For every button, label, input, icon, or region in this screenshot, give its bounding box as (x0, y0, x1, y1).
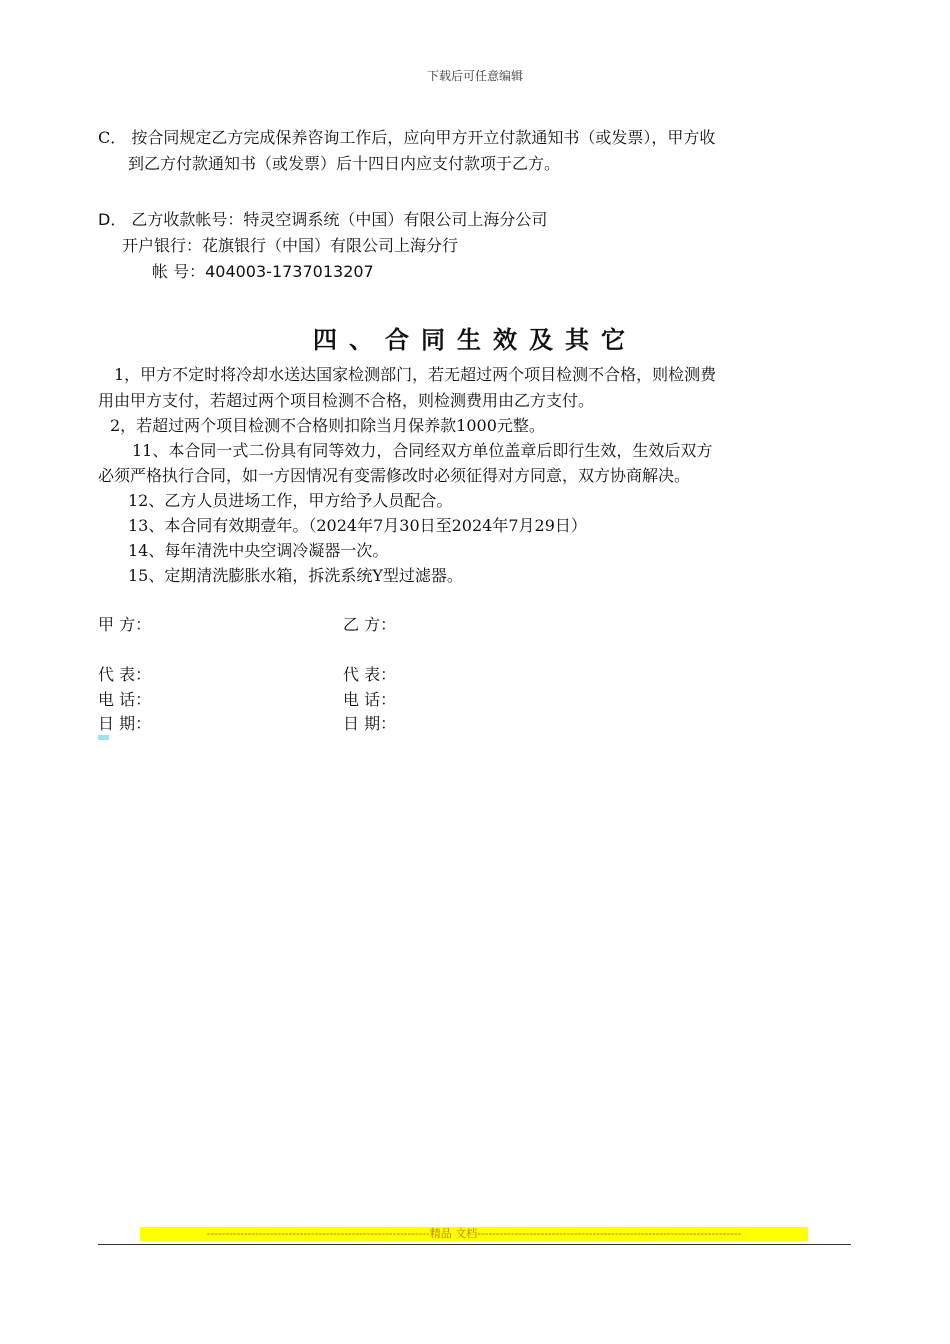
clause-11-line2: 必须严格执行合同，如一方因情况有变需修改时必须征得对方同意，双方协商解决。 (98, 466, 691, 485)
clause-2: 2，若超过两个项目检测不合格则扣除当月保养款1000元整。 (110, 416, 545, 435)
clause-12: 12、乙方人员进场工作，甲方给予人员配合。 (128, 491, 453, 510)
rep-a-label: 代 表： (98, 665, 152, 684)
clause-13: 13、本合同有效期壹年。（2024年7月30日至2024年7月29日） (128, 516, 587, 535)
section-d-line1: D． 乙方收款帐号：特灵空调系统（中国）有限公司上海分公司 (98, 210, 548, 229)
clause-15: 15、定期清洗膨胀水箱，拆洗系统Y型过滤器。 (128, 566, 463, 585)
section-c-line2: 到乙方付款通知书（或发票）后十四日内应支付款项于乙方。 (128, 154, 561, 173)
clause-14: 14、每年清洗中央空调冷凝器一次。 (128, 541, 389, 560)
footer-banner: ------------------------------------------------------------精品 文档----------------------------------------------------------------------- (140, 1227, 808, 1241)
section-d-account: 帐 号：404003-1737013207 (152, 262, 374, 281)
tel-a-label: 电 话： (98, 690, 152, 709)
tel-b-label: 电 话： (343, 690, 397, 709)
clause-1-line2: 用由甲方支付，若超过两个项目检测不合格，则检测费用由乙方支付。 (98, 391, 595, 410)
section-c-line1: C． 按合同规定乙方完成保养咨询工作后，应向甲方开立付款通知书（或发票），甲方收 (98, 128, 716, 147)
clause-1-line1: 1，甲方不定时将冷却水送达国家检测部门，若无超过两个项目检测不合格，则检测费 (114, 365, 717, 384)
section-d-bank: 开户银行：花旗银行（中国）有限公司上海分行 (122, 236, 459, 255)
date-a-label: 日 期： (98, 714, 152, 733)
rep-b-label: 代 表： (343, 665, 397, 684)
clause-11-line1: 11、本合同一式二份具有同等效力，合同经双方单位盖章后即行生效，生效后双方 (132, 441, 713, 460)
date-b-label: 日 期： (343, 714, 397, 733)
footer-divider (98, 1244, 851, 1245)
party-a-label: 甲 方： (98, 615, 152, 634)
section-heading: 四、合同生效及其它 (313, 326, 637, 354)
party-b-label: 乙 方： (343, 615, 397, 634)
text-cursor-marker (98, 735, 109, 740)
page-header-note: 下载后可任意编辑 (426, 69, 523, 83)
